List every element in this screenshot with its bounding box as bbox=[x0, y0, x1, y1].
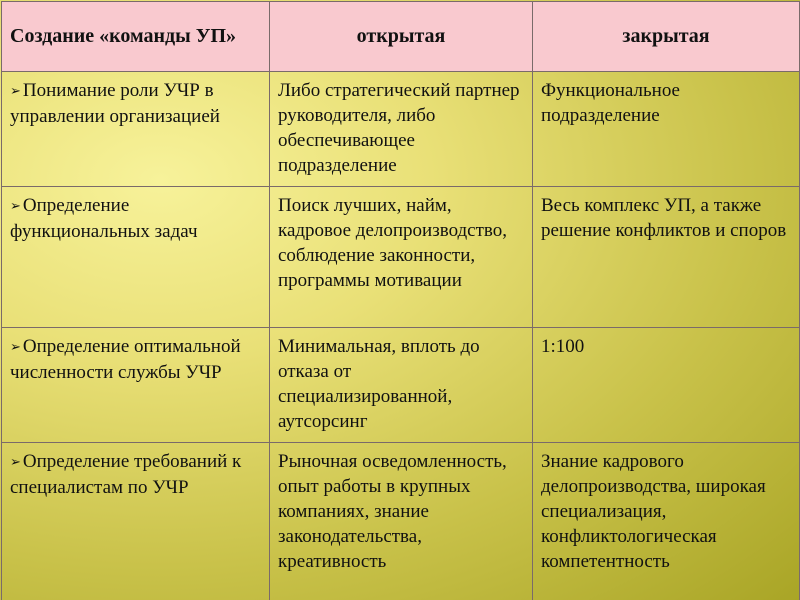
criterion-cell bbox=[2, 187, 270, 328]
criterion-cell bbox=[2, 443, 270, 600]
open-text: Либо стратегический партнер руководителя, либо обеспечивающее подразделение bbox=[278, 80, 520, 176]
table-row bbox=[2, 443, 800, 600]
arrow-right-bullet-icon: ➢ bbox=[10, 199, 21, 214]
closed-text: Функциональное подразделение bbox=[541, 80, 680, 126]
closed-text: 1:100 bbox=[541, 336, 585, 357]
criterion-text: Понимание роли УЧР в управлении организацией bbox=[10, 80, 220, 127]
header-label: закрытая bbox=[622, 25, 710, 47]
open-cell bbox=[270, 328, 533, 443]
criterion-text: Определение требований к специалистам по УЧР bbox=[10, 451, 242, 498]
header-cell-topic bbox=[2, 2, 270, 72]
header-cell-open bbox=[270, 2, 533, 72]
arrow-right-bullet-icon: ➢ bbox=[10, 455, 21, 470]
header-label: Создание «команды УП» bbox=[10, 25, 237, 47]
comparison-table bbox=[1, 1, 800, 600]
open-cell bbox=[270, 187, 533, 328]
closed-cell bbox=[533, 328, 800, 443]
closed-cell bbox=[533, 72, 800, 187]
table-row bbox=[2, 72, 800, 187]
criterion-cell bbox=[2, 72, 270, 187]
table-row bbox=[2, 328, 800, 443]
criterion-text: Определение функциональных задач bbox=[10, 195, 198, 242]
closed-cell bbox=[533, 443, 800, 600]
table-row bbox=[2, 187, 800, 328]
open-cell bbox=[270, 72, 533, 187]
open-text: Минимальная, вплоть до отказа от специализированной, аутсорсинг bbox=[278, 336, 480, 432]
open-cell bbox=[270, 443, 533, 600]
open-text: Рыночная осведомленность, опыт работы в крупных компаниях, знание законодательства, креативность bbox=[278, 451, 507, 572]
closed-text: Знание кадрового делопроизводства, широкая специализация, конфликтологическая компетентность bbox=[541, 451, 766, 572]
criterion-cell bbox=[2, 328, 270, 443]
closed-cell bbox=[533, 187, 800, 328]
open-text: Поиск лучших, найм, кадровое делопроизводство, соблюдение законности, программы мотивации bbox=[278, 195, 508, 291]
table-header-row bbox=[2, 2, 800, 72]
closed-text: Весь комплекс УП, а также решение конфликтов и споров bbox=[541, 195, 787, 241]
arrow-right-bullet-icon: ➢ bbox=[10, 340, 21, 355]
arrow-right-bullet-icon: ➢ bbox=[10, 84, 21, 99]
criterion-text: Определение оптимальной численности службы УЧР bbox=[10, 336, 241, 383]
header-label: открытая bbox=[356, 25, 446, 47]
header-cell-closed bbox=[533, 2, 800, 72]
